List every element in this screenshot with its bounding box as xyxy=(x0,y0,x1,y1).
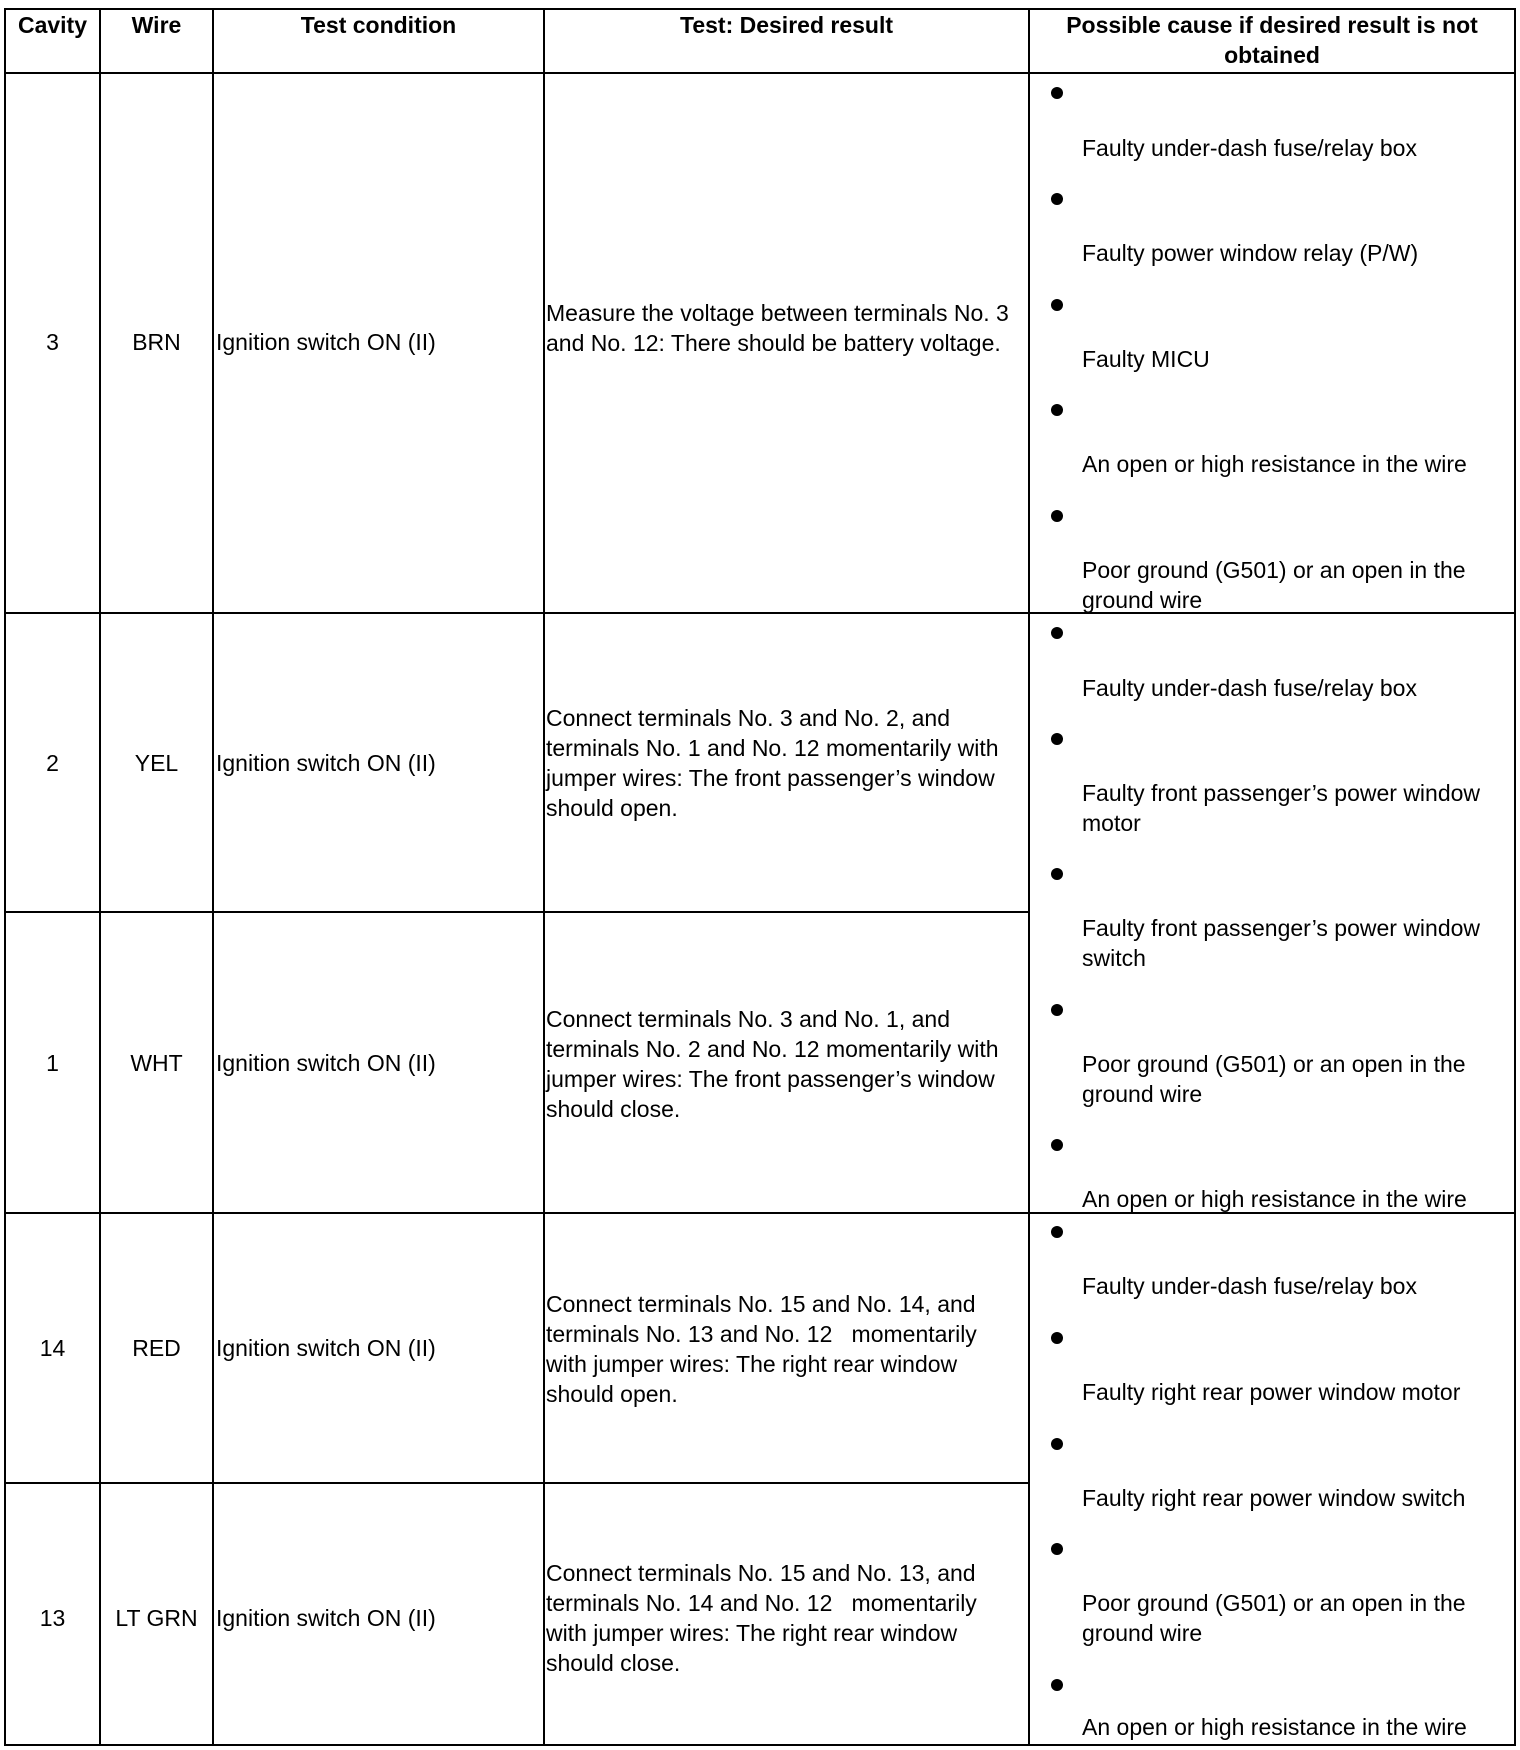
column-divider xyxy=(1028,8,1030,1746)
bullet-icon xyxy=(1051,1679,1063,1691)
bullet-icon xyxy=(1051,627,1063,639)
condition-cell: Ignition switch ON (II) xyxy=(216,750,436,776)
table-right-border xyxy=(1514,8,1516,1746)
condition-cell: Ignition switch ON (II) xyxy=(216,1050,436,1076)
cavity-cell: 13 xyxy=(39,1605,66,1631)
header-cavity: Cavity xyxy=(17,12,88,38)
table-left-border xyxy=(4,8,6,1746)
cause-item: Poor ground (G501) or an open in the ground wire xyxy=(1082,1590,1472,1646)
condition-cell: Ignition switch ON (II) xyxy=(216,1605,436,1631)
cause-item: Faulty right rear power window motor xyxy=(1082,1379,1461,1405)
cause-item: Faulty under-dash fuse/relay box xyxy=(1082,1273,1417,1299)
header-desired-result: Test: Desired result xyxy=(679,12,894,38)
bullet-icon xyxy=(1051,193,1063,205)
cause-item: Faulty power window relay (P/W) xyxy=(1082,240,1419,266)
cause-item: Faulty right rear power window switch xyxy=(1082,1485,1466,1511)
cause-item: An open or high resistance in the wire xyxy=(1082,1714,1467,1740)
wire-cell: LT GRN xyxy=(115,1605,198,1631)
bullet-icon xyxy=(1051,1004,1063,1016)
cause-item: Poor ground (G501) or an open in the ground wire xyxy=(1082,1051,1472,1107)
condition-cell: Ignition switch ON (II) xyxy=(216,329,436,355)
bullet-icon xyxy=(1051,1438,1063,1450)
cause-item: Faulty under-dash fuse/relay box xyxy=(1082,135,1417,161)
row-divider xyxy=(4,911,1030,913)
header-possible-cause: Possible cause if desired result is not obtained xyxy=(1066,12,1485,68)
cause-item: Faulty front passenger’s power window motor xyxy=(1082,780,1487,836)
cause-item: An open or high resistance in the wire xyxy=(1082,1186,1467,1212)
bullet-icon xyxy=(1051,1226,1063,1238)
cause-item: Faulty MICU xyxy=(1082,346,1210,372)
header-wire: Wire xyxy=(131,12,182,38)
wire-cell: BRN xyxy=(132,329,181,355)
column-divider xyxy=(543,8,545,1746)
bullet-icon xyxy=(1051,87,1063,99)
table-bottom-border xyxy=(4,1744,1516,1746)
cavity-cell: 3 xyxy=(46,329,59,355)
bullet-icon xyxy=(1051,404,1063,416)
cause-item: An open or high resistance in the wire xyxy=(1082,451,1467,477)
result-cell: Connect terminals No. 3 and No. 1, and terminals No. 2 and No. 12 momentarily with jumper wires: The front passenger’s window should close. xyxy=(546,1006,1005,1122)
result-cell: Measure the voltage between terminals No. 3 and No. 12: There should be battery voltage. xyxy=(546,300,1016,356)
condition-cell: Ignition switch ON (II) xyxy=(216,1335,436,1361)
cavity-cell: 14 xyxy=(39,1335,66,1361)
bullet-icon xyxy=(1051,1139,1063,1151)
result-cell: Connect terminals No. 3 and No. 2, and terminals No. 1 and No. 12 momentarily with jumper wires: The front passenger’s window should open. xyxy=(546,705,1005,821)
bullet-icon xyxy=(1051,1543,1063,1555)
cause-item: Faulty under-dash fuse/relay box xyxy=(1082,675,1417,701)
cavity-cell: 1 xyxy=(46,1050,59,1076)
bullet-icon xyxy=(1051,510,1063,522)
cause-item: Poor ground (G501) or an open in the ground wire xyxy=(1082,557,1472,613)
header-bottom-border xyxy=(4,72,1516,74)
wire-cell: YEL xyxy=(134,750,179,776)
column-divider xyxy=(212,8,214,1746)
bullet-icon xyxy=(1051,1332,1063,1344)
bullet-icon xyxy=(1051,299,1063,311)
header-test-condition: Test condition xyxy=(300,12,457,38)
cause-item: Faulty front passenger’s power window switch xyxy=(1082,915,1487,971)
bullet-icon xyxy=(1051,733,1063,745)
wire-cell: RED xyxy=(132,1335,181,1361)
row-divider xyxy=(4,1482,1030,1484)
cavity-cell: 2 xyxy=(46,750,59,776)
bullet-icon xyxy=(1051,868,1063,880)
result-cell: Connect terminals No. 15 and No. 13, and terminals No. 14 and No. 12 momentarily with jumper wires: The right rear window should close. xyxy=(546,1560,984,1676)
wire-cell: WHT xyxy=(130,1050,183,1076)
result-cell: Connect terminals No. 15 and No. 14, and terminals No. 13 and No. 12 momentarily with jumper wires: The right rear window should open. xyxy=(546,1291,984,1407)
column-divider xyxy=(99,8,101,1746)
